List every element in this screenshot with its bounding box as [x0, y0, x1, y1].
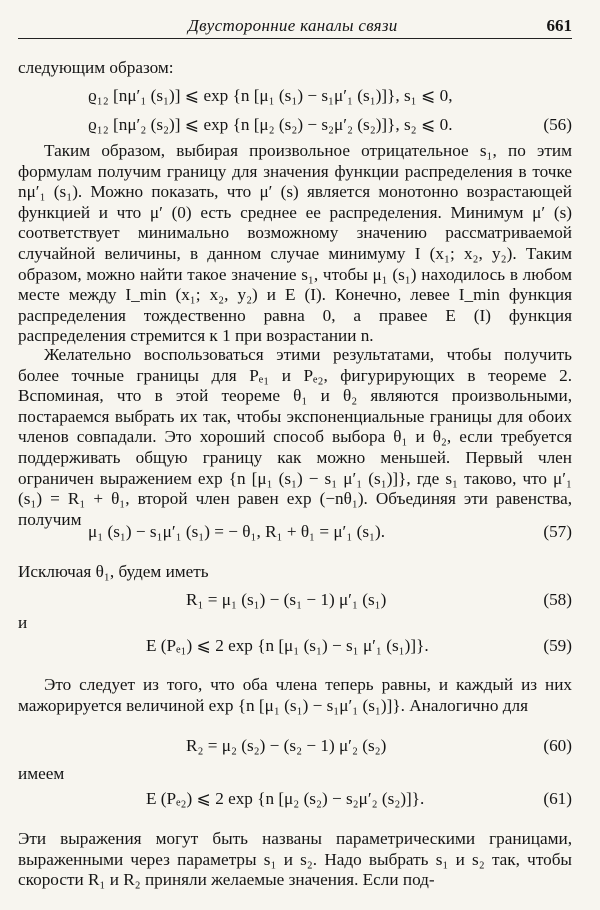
paragraph-6: имеем: [18, 764, 65, 783]
paragraph-1: Таким образом, выбирая произвольное отрицательное s₁, по этим формулам получим границу для значения функции распределения в точке nμ′₁ (s₁). Можно показать, что μ′ (s) является монотонно возрастающей функцией и что μ′ (0) есть среднее ее распределения. Минимум μ′ (s) соответствует минимально возможному значению рассматриваемой случайной величины, в данном случае минимуму I (x₁; x₂, y₂). Таким образом, можно найти такое значение s₁, чтобы μ₁ (s₁) находилось в любом месте между I_min (x₁; x₂, y₂) и E (I). Конечно, левее I_min функция распределения тождественно равна 0, а правее E (I) функция распределения стремится к 1 при возрастании n.: [18, 141, 572, 346]
equation-60: [18, 736, 572, 760]
equation-56-number: (56): [543, 115, 572, 134]
equation-60-formula: R₂ = μ₂ (s₂) − (s₂ − 1) μ′₂ (s₂): [186, 736, 387, 755]
paragraph-3: Исключая θ₁, будем иметь: [18, 562, 209, 581]
equation-58: [18, 590, 572, 614]
running-header: [18, 14, 572, 39]
page-number: 661: [546, 16, 572, 35]
paragraph-4: и: [18, 613, 28, 632]
equation-56-line-1: [18, 86, 572, 110]
equation-61-number: (61): [543, 789, 572, 808]
equation-57-number: (57): [543, 522, 572, 541]
equation-61: [18, 789, 572, 813]
paragraph-2: Желательно воспользоваться этими результатами, чтобы получить более точные границы для Pₑ₁ и Pₑ₂, фигурирующих в теореме 2. Вспоминая, что в этой теореме θ₁ и θ₂ являются произвольными, постараемся выбрать их так, чтобы экспоненциальные границы для обоих членов совпадали. Это хороший способ выбора θ₁ и θ₂, если требуется поддерживать общую границу как можно меньшей. Первый член ограничен выражением exp {n [μ₁ (s₁) − s₁ μ′₁ (s₁)]}, где s₁ таково, что μ′₁ (s₁) = R₁ + θ₁, второй член равен exp (−nθ₁). Объединяя эти равенства, получим: [18, 345, 572, 529]
equation-57: [18, 522, 572, 546]
equation-58-number: (58): [543, 590, 572, 609]
equation-59-number: (59): [543, 636, 572, 655]
equation-56-ineq-1: ϱ₁₂ [nμ′₁ (s₁)] ⩽ exp {n [μ₁ (s₁) − s₁μ′₁ (s₁)]}, s₁ ⩽ 0,: [88, 86, 453, 105]
paragraph-7: Эти выражения могут быть названы параметрическими границами, выраженными через параметры s₁ и s₂. Надо выбрать s₁ и s₂ так, чтобы скорости R₁ и R₂ приняли желаемые значения. Если под-: [18, 829, 572, 890]
equation-59-formula: E (Pₑ₁) ⩽ 2 exp {n [μ₁ (s₁) − s₁ μ′₁ (s₁)]}.: [146, 636, 429, 655]
equation-58-formula: R₁ = μ₁ (s₁) − (s₁ − 1) μ′₁ (s₁): [186, 590, 387, 609]
intro-line: следующим образом:: [18, 58, 174, 77]
paragraph-5: Это следует из того, что оба члена теперь равны, и каждый из них мажорируется величиной exp {n [μ₁ (s₁) − s₁μ′₁ (s₁)]}. Аналогично для: [18, 675, 572, 715]
equation-60-number: (60): [543, 736, 572, 755]
running-title: Двусторонние каналы связи: [188, 16, 398, 35]
equation-57-formula: μ₁ (s₁) − s₁μ′₁ (s₁) = − θ₁, R₁ + θ₁ = μ′₁ (s₁).: [88, 522, 386, 541]
equation-56-ineq-2: ϱ₁₂ [nμ′₂ (s₂)] ⩽ exp {n [μ₂ (s₂) − s₂μ′₂ (s₂)]}, s₂ ⩽ 0.: [88, 115, 453, 134]
equation-59: [18, 636, 572, 660]
equation-56-line-2: [18, 115, 572, 139]
equation-61-formula: E (Pₑ₂) ⩽ 2 exp {n [μ₂ (s₂) − s₂μ′₂ (s₂)]}.: [146, 789, 425, 808]
